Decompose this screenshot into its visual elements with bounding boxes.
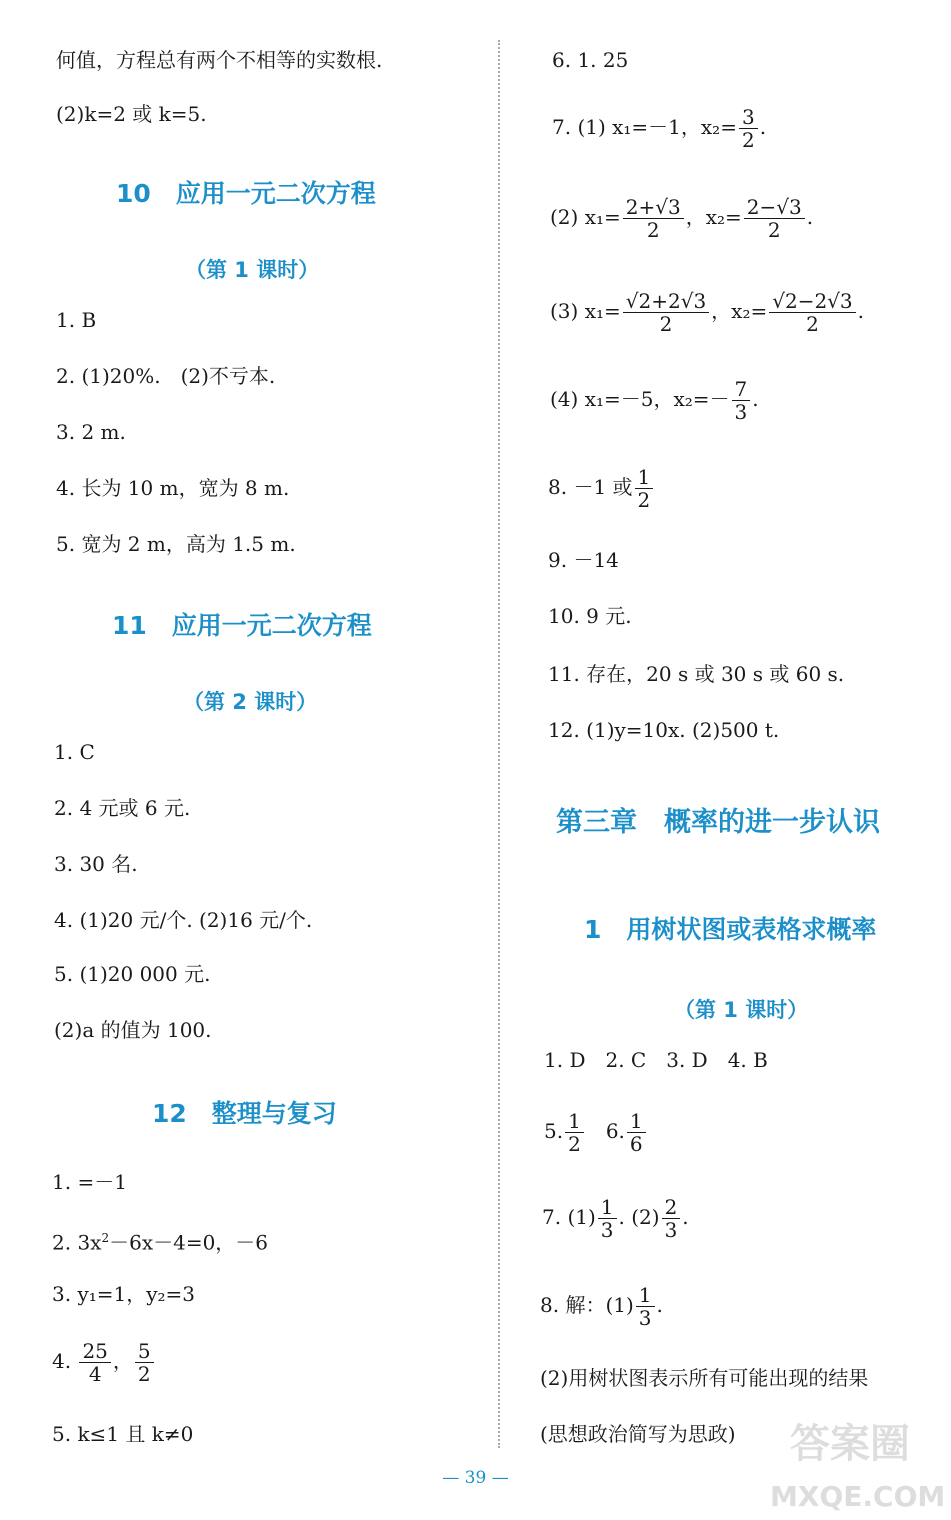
answer-line-fractions: (4) x₁=－5，x₂=－ $\frac{7}{3}$ . [550,377,759,424]
fraction: $\frac{5}{2}$ [135,1340,154,1385]
answer-line-fractions: 8. 解：(1) $\frac{1}{3}$ . [540,1283,663,1330]
answer-line: 10. 9 元. [548,604,632,628]
section-heading-1: 1 用树状图或表格求概率 [584,915,877,944]
fraction: $\frac{2+√3}{2}$ [623,196,684,241]
fraction: $\frac{√2+2√3}{2}$ [623,290,709,335]
answer-line: 3. 30 名. [54,852,138,876]
answer-line: 2. (1)20%. (2)不亏本. [56,364,276,388]
answer-line: 5. 宽为 2 m，高为 1.5 m. [56,532,296,556]
fraction: $\frac{1}{3}$ [636,1284,655,1329]
answer-line: 1. C [54,740,95,764]
fraction: $\frac{1}{2}$ [635,466,654,511]
answer-line: 4. 长为 10 m，宽为 8 m. [56,476,290,500]
answer-line-fractions: (3) x₁= $\frac{√2+2√3}{2}$ ，x₂= $\frac{√2-2√3}{2}$ . [550,289,865,336]
fraction: $\frac{2}{3}$ [662,1196,681,1241]
fraction: $\frac{7}{3}$ [732,378,751,423]
watermark-logo: 答案圈 [790,1421,910,1467]
answer-line: 2. 4 元或 6 元. [54,796,191,820]
fraction: $\frac{1}{3}$ [598,1196,617,1241]
answer-line-fractions: 7. (1) x₁=－1，x₂= $\frac{3}{2}$ . [552,105,767,152]
answer-line: 12. (1)y=10x. (2)500 t. [548,718,780,742]
answer-line-fractions: 8. －1 或 $\frac{1}{2}$ [548,466,655,511]
section-heading-10: 10 应用一元二次方程 [116,179,376,208]
answer-line: 2. $3x^2-6x-4=0$，－6 [52,1230,269,1255]
answer-line: 4. (1)20 元/个. (2)16 元/个. [54,908,313,932]
answer-line: 1. D 2. C 3. D 4. B [544,1048,768,1072]
fraction: $\frac{1}{2}$ [565,1110,584,1155]
answer-line: (思想政治简写为思政) [540,1422,736,1446]
answer-line-fractions: 7. (1) $\frac{1}{3}$ . (2) $\frac{2}{3}$ . [542,1195,689,1242]
fraction: $\frac{3}{2}$ [739,106,758,151]
answer-line: 1. B [56,308,97,332]
fraction: $\frac{√2-2√3}{2}$ [769,290,855,335]
lesson-subheading: （第 1 课时） [674,998,809,1022]
answer-line: (2)a 的值为 100. [54,1018,212,1042]
answer-line: 11. 存在，20 s 或 30 s 或 60 s. [548,662,845,686]
answer-line-fractions: 5. $\frac{1}{2}$ 6. $\frac{1}{6}$ [544,1110,648,1155]
fraction: $\frac{1}{6}$ [627,1110,646,1155]
lesson-subheading: （第 1 课时） [185,258,320,282]
answer-line: 1. =－1 [52,1170,127,1194]
answer-line: 9. －14 [548,548,619,572]
chapter-heading: 第三章 概率的进一步认识 [556,807,880,838]
column-divider [498,40,500,1448]
answer-line: 5. k≤1 且 k≠0 [52,1422,194,1446]
section-heading-12: 12 整理与复习 [152,1099,337,1128]
answer-line: 6. 1. 25 [552,48,629,72]
fraction: $\frac{25}{4}$ [79,1340,110,1385]
text-line: 何值，方程总有两个不相等的实数根. [56,48,383,72]
answer-line-fractions: (2) x₁= $\frac{2+√3}{2}$ ，x₂= $\frac{2-√3}{2}$ . [550,195,814,242]
fraction: $\frac{2-√3}{2}$ [744,196,805,241]
watermark-url: MXQE.COM [770,1480,946,1513]
text-line: (2)k=2 或 k=5. [56,102,207,126]
answer-line-fractions: 4. $\frac{25}{4}$ ， $\frac{5}{2}$ [52,1340,156,1385]
answer-line: 3. y₁=1，y₂=3 [52,1282,196,1306]
page-number: — 39 — [442,1468,509,1488]
answer-line: (2)用树状图表示所有可能出现的结果 [540,1366,869,1390]
lesson-subheading: （第 2 课时） [183,690,318,714]
section-heading-11: 11 应用一元二次方程 [112,611,372,640]
answer-line: 5. (1)20 000 元. [54,962,211,986]
answer-line: 3. 2 m. [56,420,126,444]
